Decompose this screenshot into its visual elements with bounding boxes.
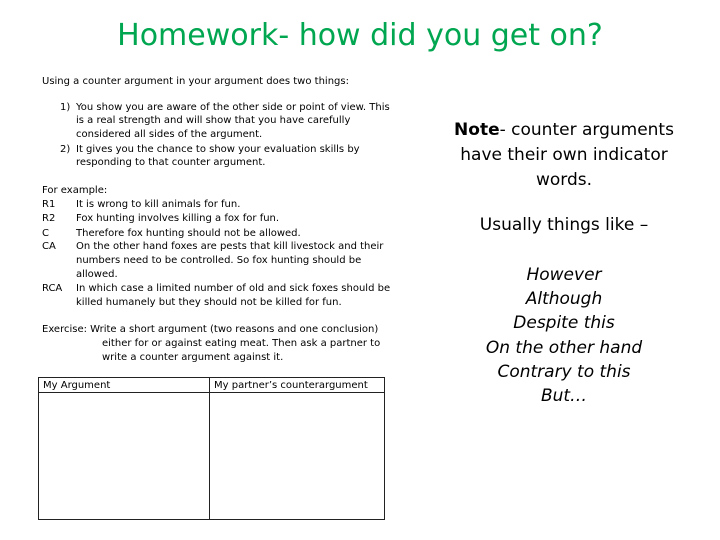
note-line3: words.	[535, 170, 593, 190]
example-label: CA	[42, 241, 56, 252]
example-label: R2	[42, 213, 56, 224]
indicator-word: But…	[540, 386, 588, 407]
usually-text: Usually things like –	[479, 215, 649, 235]
example-line: In which case a limited number of old and sick foxes should be	[76, 283, 391, 294]
example-label: C	[42, 228, 49, 239]
example-line: numbers need to be controlled. So fox hunting should be	[76, 255, 362, 266]
table-header-my-argument: My Argument	[43, 380, 111, 391]
example-line: On the other hand foxes are pests that kill livestock and their	[76, 241, 384, 252]
note-text	[420, 118, 708, 193]
point-line: considered all sides of the argument.	[76, 129, 263, 140]
answer-table	[38, 377, 385, 520]
point-number: 2)	[60, 144, 71, 155]
point-line: is a real strength and will show that you have carefully	[76, 115, 351, 126]
indicator-word: Although	[525, 289, 603, 310]
table-column-divider	[209, 378, 210, 519]
indicator-word: On the other hand	[485, 337, 643, 358]
point-number: 1)	[60, 102, 71, 113]
indicator-words-list	[420, 263, 708, 408]
exercise-line: write a counter argument against it.	[102, 352, 284, 363]
note-line1-rest: - counter arguments	[499, 120, 674, 140]
example-line: Therefore fox hunting should not be allowed.	[76, 228, 301, 239]
worksheet-image	[42, 72, 392, 527]
indicator-word: Despite this	[513, 313, 615, 334]
note-line2: have their own indicator	[460, 145, 668, 165]
example-heading: For example:	[42, 185, 108, 196]
exercise-line: Exercise: Write a short argument (two reasons and one conclusion)	[42, 324, 379, 335]
example-line: allowed.	[76, 269, 118, 280]
point-line: It gives you the chance to show your evaluation skills by	[76, 144, 360, 155]
example-line: Fox hunting involves killing a fox for fun.	[76, 213, 280, 224]
worksheet-intro: Using a counter argument in your argument does two things:	[42, 76, 349, 87]
table-header-partner-counterargument: My partner’s counterargument	[214, 380, 368, 391]
table-header-row	[39, 378, 384, 393]
point-line: You show you are aware of the other side or point of view. This	[76, 102, 390, 113]
example-label: R1	[42, 199, 56, 210]
indicator-word: However	[526, 265, 602, 285]
indicator-word: Contrary to this	[497, 361, 631, 382]
exercise-line: either for or against eating meat. Then ask a partner to	[102, 338, 381, 349]
point-line: responding to that counter argument.	[76, 157, 266, 168]
example-line: It is wrong to kill animals for fun.	[76, 199, 241, 210]
slide-title: Homework- how did you get on?	[117, 18, 603, 53]
example-line: killed humanely but they should not be killed for fun.	[76, 297, 342, 308]
example-label: RCA	[42, 283, 63, 294]
note-bold-label: Note	[454, 120, 500, 140]
